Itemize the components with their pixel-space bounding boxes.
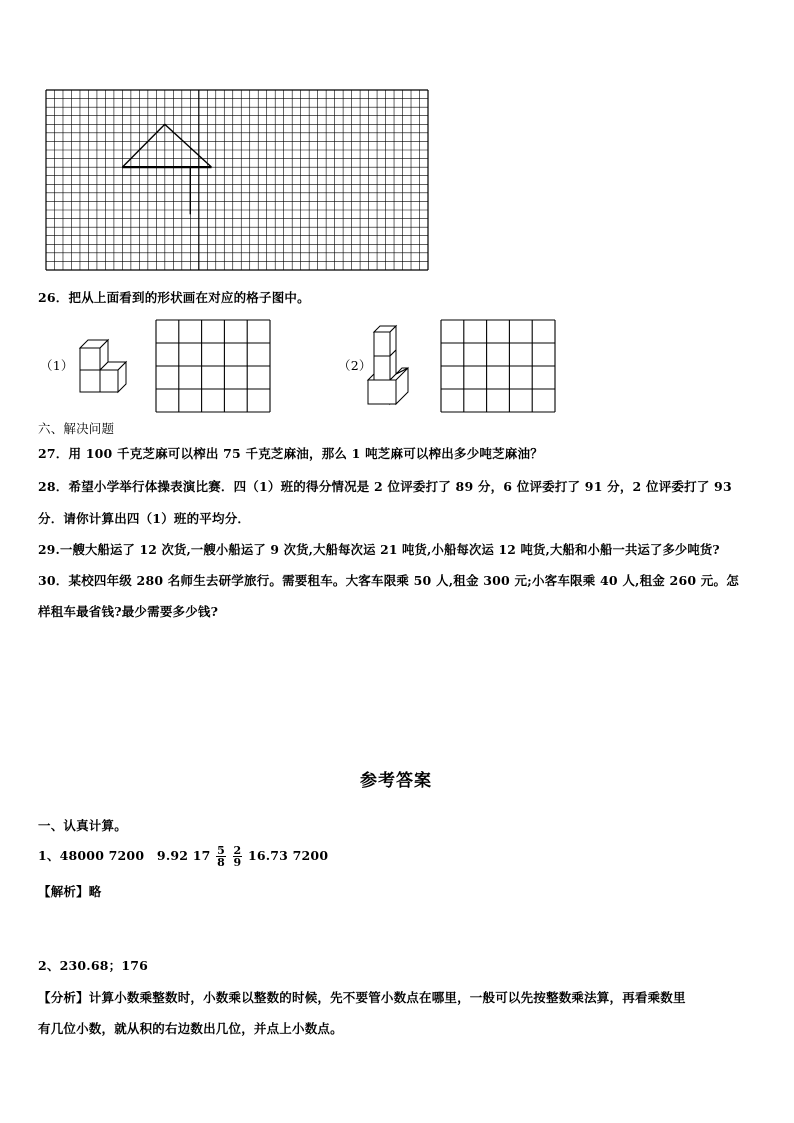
question-29: 29.一艘大船运了 12 次货,一艘小船运了 9 次货,大船每次运 21 吨货,小船每次运 12 吨货,大船和小船一共运了多少吨货? [38,542,720,557]
answer-1 [38,844,328,868]
question-30-line-2: 样租车最省钱?最少需要多少钱? [38,604,219,619]
cube-figure-1 [76,334,132,404]
question-28-line-2: 分．请你计算出四（1）班的平均分． [38,511,251,526]
answer-1-analysis: 【解析】略 [38,884,102,899]
triangle-shape [122,124,211,167]
answer-2: 2、230.68；176 [38,958,149,973]
question-30-line-1: 30．某校四年级 280 名师生去研学旅行。需要租车。大客车限乘 50 人,租金 300 元;小客车限乘 40 人,租金 260 元。怎 [38,573,739,588]
question-27: 27．用 100 千克芝麻可以榨出 75 千克芝麻油，那么 1 吨芝麻可以榨出多少吨芝麻油？ [38,446,543,461]
answer-2-analysis-line-2: 有几位小数，就从积的右边数出几位，并点上小数点。 [38,1021,343,1036]
answer-2-analysis-line-1: 【分析】计算小数乘整数时，小数乘以整数的时候，先不要管小数点在哪里，一般可以先按整数乘法算，再看乘数里 [38,990,686,1005]
answers-section-1: 一、认真计算。 [38,818,127,833]
section-6-heading: 六、解决问题 [38,421,115,436]
answer-grid-1 [156,320,270,412]
top-grid [46,90,428,270]
question-28-line-1: 28．希望小学举行体操表演比赛．四（1）班的得分情况是 2 位评委打了 89 分，6 位评委打了 91 分，2 位评委打了 93 [38,479,732,494]
cube-figure-2 [366,322,414,412]
question-26-label-2: （2） [338,358,372,373]
fraction-2-9: $\frac{2}{9}$ [233,844,242,869]
answer-1-suffix: 16.73 7200 [247,848,329,863]
fraction-5-8: $\frac{5}{8}$ [217,844,225,869]
answer-grid-2 [441,320,555,412]
question-26-label-1: （1） [40,358,74,373]
question-26-prompt: 26．把从上面看到的形状画在对应的格子图中。 [38,290,310,305]
answer-1-prefix: 1、48000 7200 9.92 17 [38,848,211,863]
answers-title: 参考答案 [360,771,432,791]
